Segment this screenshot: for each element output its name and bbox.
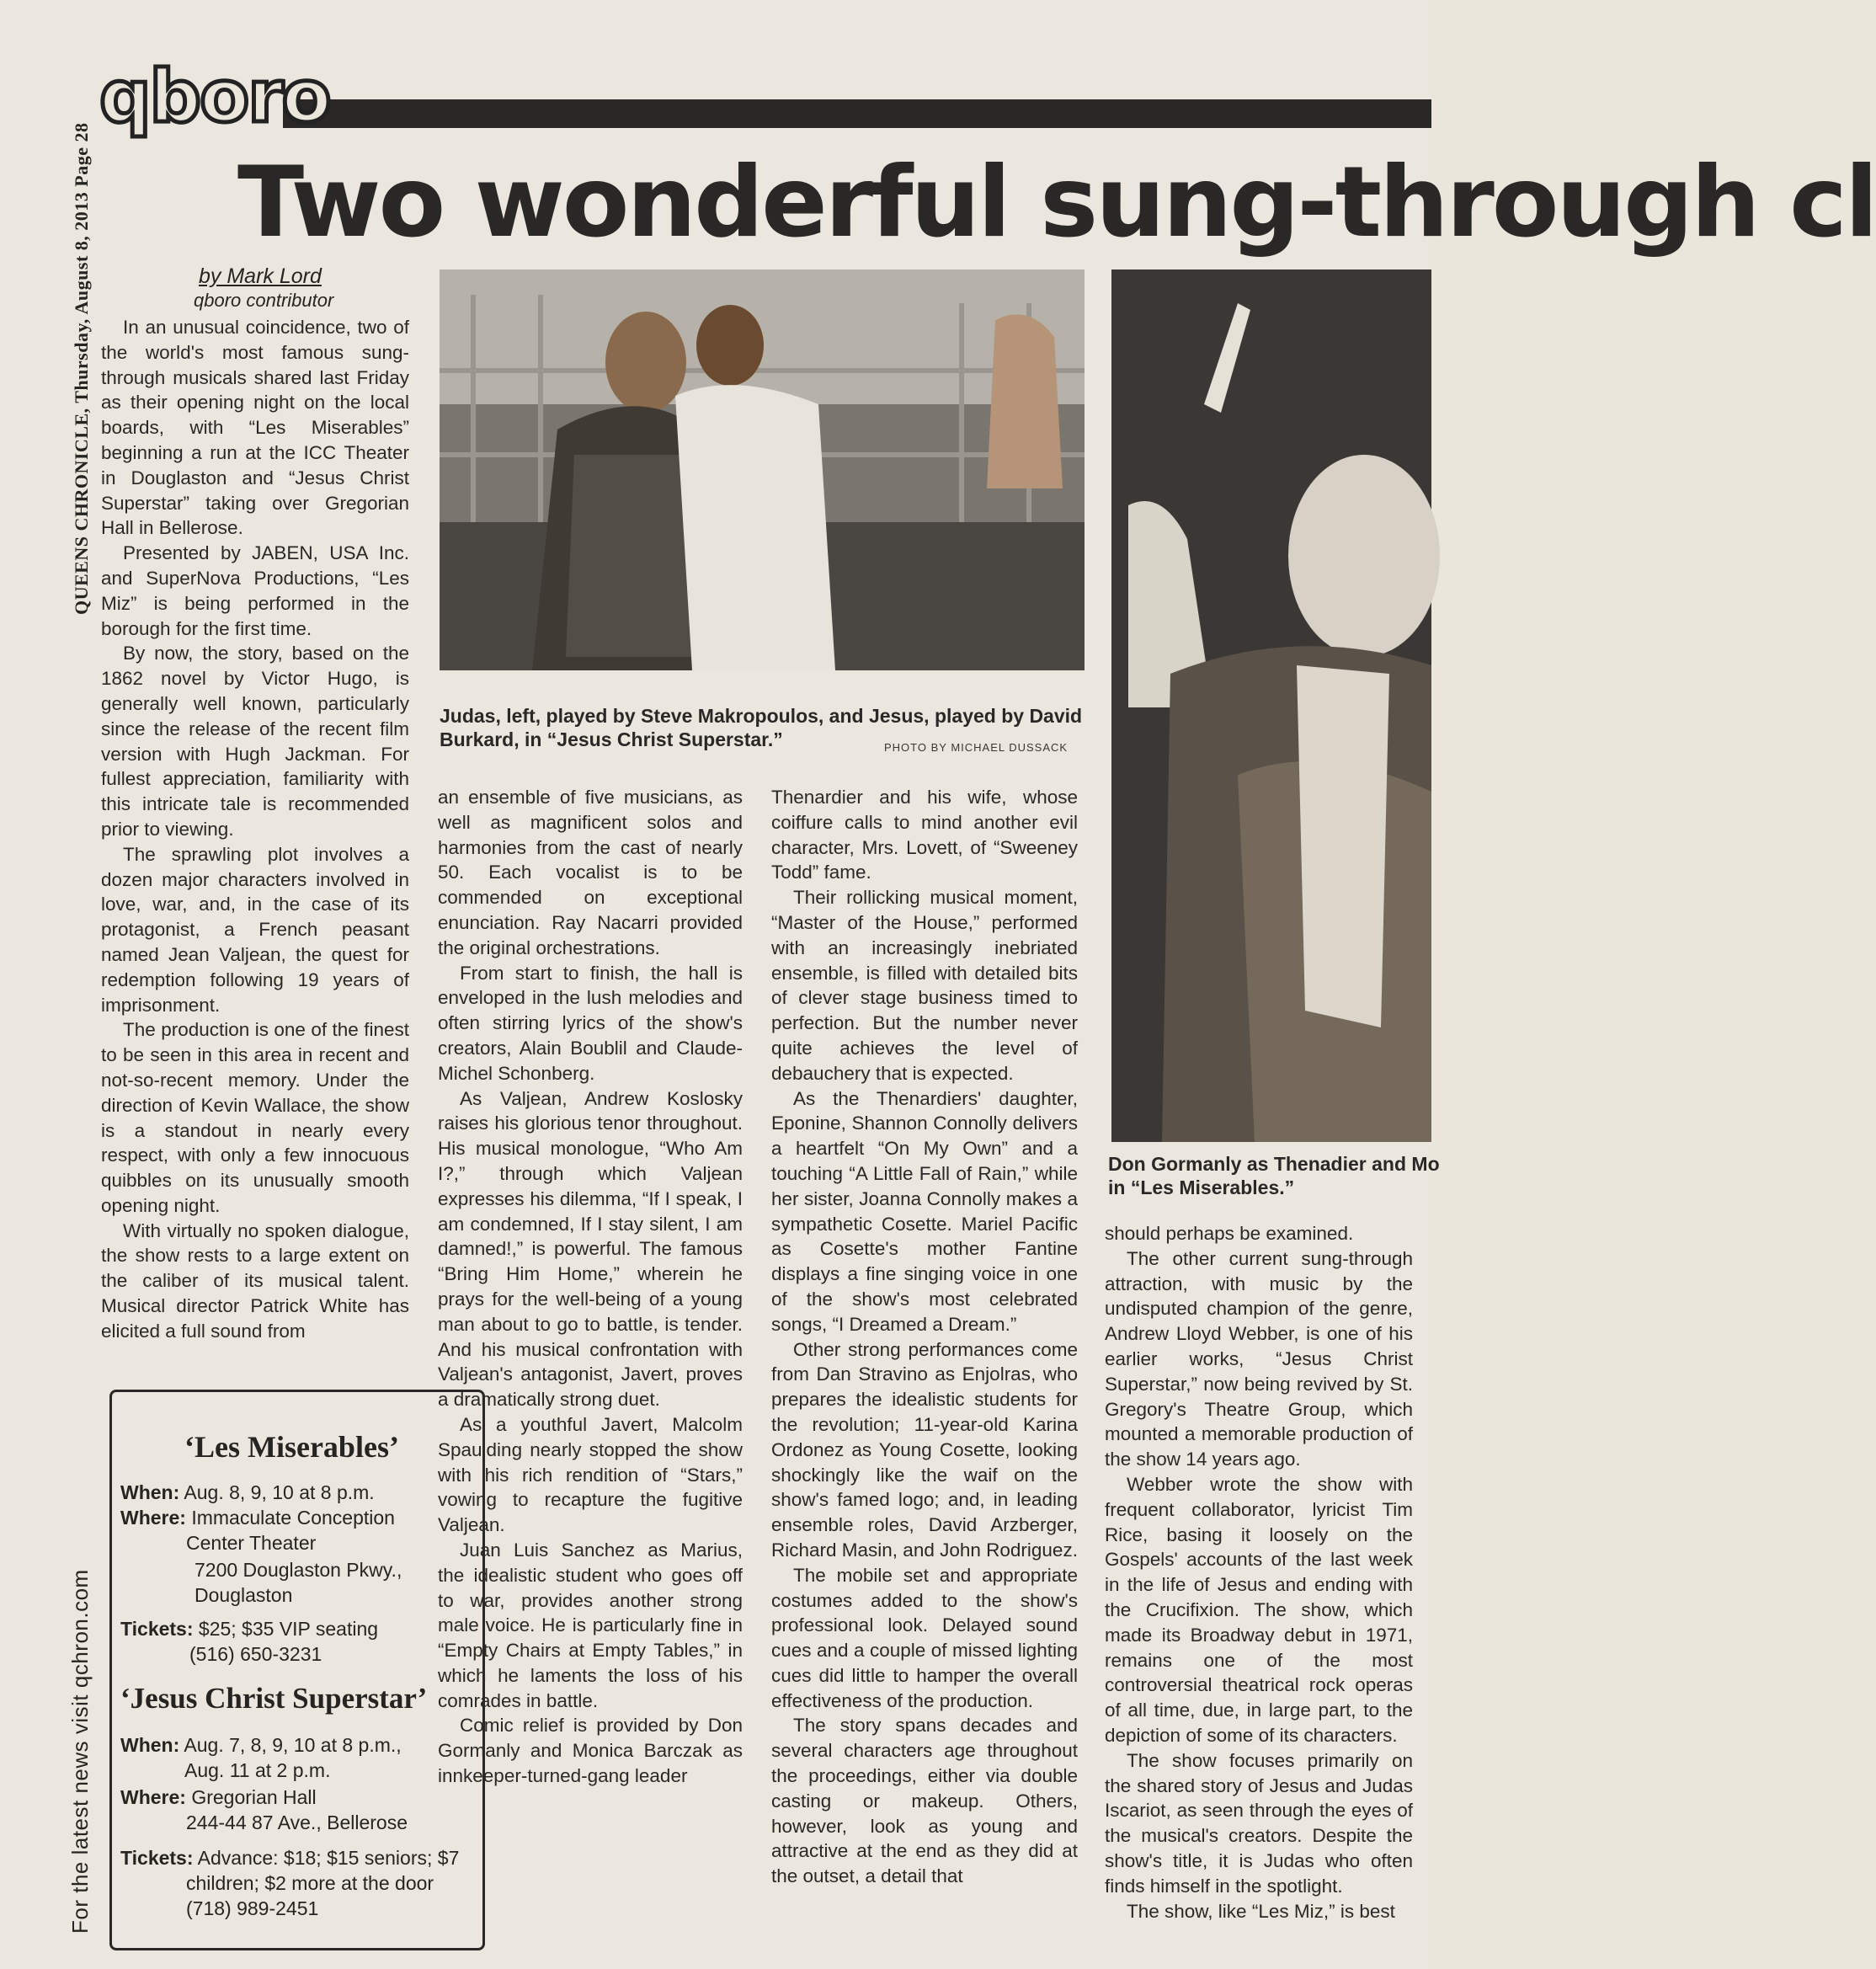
byline-author: by Mark Lord	[199, 264, 322, 288]
paragraph: With virtually no spoken dialogue, the show rests to a large extent on the caliber of its musical talent. Musical director Patrick White has elicited a full sound from	[101, 1219, 409, 1342]
paragraph: Webber wrote the show with frequent collaborator, lyricist Tim Rice, basing it loosely on the Gospels' accounts of the last week in the life of Jesus and ending with the Crucifixion. The show, which made its Broadway debut in 1971, remains one of the most controversial theatrical rock operas of all time, due, in large part, to the depiction of some of its characters.	[1105, 1473, 1413, 1746]
show1-where-line3: 7200 Douglaston Pkwy.,	[195, 1559, 402, 1581]
paragraph: Other strong performances come from Dan Stravino as Enjolras, who prepares the idealistic students for the revolution; 11-year-old Karina Ordonez as Young Cosette, looking shockingly like the waif on the show's famed logo; and, in leading ensemble roles, David Arzberger, Richard Masin, and John Rodriguez.	[771, 1338, 1078, 1561]
website-note: For the latest news visit qchron.com	[67, 1569, 93, 1934]
dateline: QUEENS CHRONICLE, Thursday, August 8, 2013 Page 28	[71, 122, 92, 615]
show2-where-line2: 244-44 87 Ave., Bellerose	[186, 1812, 408, 1833]
where-label: Where:	[120, 1507, 186, 1529]
when-label: When:	[120, 1481, 180, 1503]
where-value: Gregorian Hall	[191, 1786, 317, 1808]
article-column-3	[771, 785, 1078, 1889]
paragraph: As a youthful Javert, Malcolm Spaulding nearly stopped the show with his rich rendition of “Stars,” vowing to recapture the fugitive Valjean.	[438, 1413, 743, 1536]
tickets-label: Tickets:	[120, 1847, 194, 1869]
paragraph: In an unusual coincidence, two of the world's most famous sung-through musicals shared last Friday as their opening night on the local boards, with “Les Miserables” beginning a run at the ICC Theater in Douglaston and “Jesus Christ Superstar” taking over Gregorian Hall in Bellerose.	[101, 317, 409, 539]
when-label: When:	[120, 1734, 180, 1756]
paragraph: should perhaps be examined.	[1105, 1223, 1354, 1244]
paragraph: Their rollicking musical moment, “Master of the House,” performed with an increasingly inebriated ensemble, is filled with detailed bits of clever stage business timed to perfection. But the number never quite achieves the level of debauchery that is expected.	[771, 887, 1078, 1084]
stage-photo-illustration-2	[1111, 269, 1431, 1142]
paragraph: Thenardier and his wife, whose coiffure calls to mind another evil character, Mrs. Lovett, of “Sweeney Todd” fame.	[771, 787, 1078, 883]
masthead-rule	[283, 99, 1431, 128]
show2-phone: (718) 989-2451	[186, 1897, 319, 1919]
show-info-box	[109, 1390, 485, 1950]
where-label: Where:	[120, 1786, 186, 1808]
when-value: Aug. 7, 8, 9, 10 at 8 p.m.,	[184, 1734, 402, 1756]
paragraph: The show focuses primarily on the shared story of Jesus and Judas Iscariot, as seen through the eyes of the musical's creators. Despite the show's title, it is Judas who often finds himself in the spotlight.	[1105, 1749, 1413, 1897]
show1-tickets	[120, 1616, 378, 1641]
photo1-credit: PHOTO BY MICHAEL DUSSACK	[884, 741, 1069, 754]
paragraph: As Valjean, Andrew Koslosky raises his glorious tenor throughout. His musical monologue, “Who Am I?,” through which Valjean expresses his dilemma, “If I speak, I am condemned, If I stay silent, I am damned!,” is powerful. The famous “Bring Him Home,” wherein he prays for the well-being of a young man about to go to battle, is tender. And his musical confrontation with Valjean's antagonist, Javert, proves a dramatically strong duet.	[438, 1087, 743, 1411]
article-column-4	[1105, 1221, 1413, 1924]
show1-when	[120, 1480, 375, 1505]
photo-les-miserables	[1111, 269, 1431, 1142]
where-value: Immaculate Conception	[191, 1507, 395, 1529]
paragraph: Comic relief is provided by Don Gormanly and Monica Barczak as innkeeper-turned-gang leader	[438, 1715, 743, 1787]
paragraph: Juan Luis Sanchez as Marius, the idealistic student who goes off to war, provides another strong male voice. He is particularly fine in “Empty Chairs at Empty Tables,” in which he laments the loss of his comrades in battle.	[438, 1539, 743, 1711]
photo1-caption: Judas, left, played by Steve Makropoulos, and Jesus, played by David Burkard, in “Jesus Christ Superstar.”	[440, 705, 1083, 750]
photo2-caption-line2: in “Les Miserables.”	[1108, 1177, 1295, 1198]
show2-tickets	[120, 1845, 459, 1870]
tickets-label: Tickets:	[120, 1618, 194, 1640]
photo2-caption-line1: Don Gormanly as Thenadier and Mo	[1108, 1153, 1440, 1175]
tickets-value: Advance: $18; $15 seniors; $7	[197, 1847, 460, 1869]
paragraph: Presented by JABEN, USA Inc. and SuperNova Productions, “Les Miz” is being performed in the borough for the first time.	[101, 542, 409, 639]
photo-jesus-christ-superstar	[440, 269, 1085, 670]
show1-phone: (516) 650-3231	[189, 1643, 322, 1665]
when-value: Aug. 8, 9, 10 at 8 p.m.	[184, 1481, 375, 1503]
paragraph: As the Thenardiers' daughter, Eponine, Shannon Connolly delivers a heartfelt “On My Own” and a touching “A Little Fall of Rain,” while her sister, Joanna Connolly makes a sympathetic Cosette. Mariel Pacific as Cosette's mother Fantine displays a fine singing voice in one of the show's most celebrated songs, “I Dreamed a Dream.”	[771, 1087, 1078, 1335]
paragraph: The story spans decades and several characters age throughout the proceedings, either via double casting or makeup. Others, however, look as young and attractive at the end as they did at the outset, a detail that	[771, 1715, 1078, 1887]
show1-title: ‘Les Miserables’	[184, 1430, 399, 1464]
show2-title: ‘Jesus Christ Superstar’	[120, 1682, 428, 1715]
paragraph: The show, like “Les Miz,” is best	[1127, 1900, 1395, 1922]
paragraph: From start to finish, the hall is enveloped in the lush melodies and often stirring lyrics of the show's creators, Alain Boublil and Claude-Michel Schonberg.	[438, 962, 743, 1084]
paragraph: The mobile set and appropriate costumes added to the show's professional look. Delayed sound cues and a couple of missed lighting cues did little to hamper the overall effectiveness of the production.	[771, 1564, 1078, 1711]
stage-photo-illustration	[440, 269, 1085, 670]
paragraph: The sprawling plot involves a dozen major characters involved in love, war, and, in the case of its protagonist, a French peasant named Jean Valjean, the quest for redemption following 19 years of imprisonment.	[101, 843, 409, 1016]
show2-when	[120, 1732, 402, 1758]
paragraph: an ensemble of five musicians, as well as magnificent solos and harmonies from the cast of nearly 50. Each vocalist is to be commended on exceptional enunciation. Ray Nacarri provided the original orchestrations.	[438, 787, 743, 958]
headline: Two wonderful sung-through cl	[237, 146, 1876, 259]
paragraph: The other current sung-through attraction, with music by the undisputed champion of the genre, Andrew Lloyd Webber, is one of his earlier works, “Jesus Christ Superstar,” now being revived by St. Gregory's Theatre Group, which mounted a memorable production of the show 14 years ago.	[1105, 1247, 1413, 1470]
show2-tickets-line2: children; $2 more at the door	[186, 1872, 434, 1894]
show1-where-line2: Center Theater	[186, 1532, 317, 1554]
show2-where	[120, 1785, 317, 1810]
article-column-1	[101, 315, 409, 1344]
show1-where	[120, 1505, 395, 1530]
show1-where-line4: Douglaston	[195, 1584, 293, 1606]
paragraph: The production is one of the finest to be seen in this area in recent and not-so-recent memory. Under the direction of Kevin Wallace, the show is a standout in nearly every respect, with only a few innocuous quibbles on its unusually smooth opening night.	[101, 1019, 409, 1216]
section-masthead: qboro	[99, 55, 330, 139]
byline-role: qboro contributor	[194, 290, 334, 311]
tickets-value: $25; $35 VIP seating	[198, 1618, 379, 1640]
show2-when-line2: Aug. 11 at 2 p.m.	[184, 1759, 331, 1781]
paragraph: By now, the story, based on the 1862 novel by Victor Hugo, is generally well known, particularly since the release of the recent film version with Hugh Jackman. For fullest appreciation, familiarity with this intricate tale is recommended prior to viewing.	[101, 643, 409, 840]
